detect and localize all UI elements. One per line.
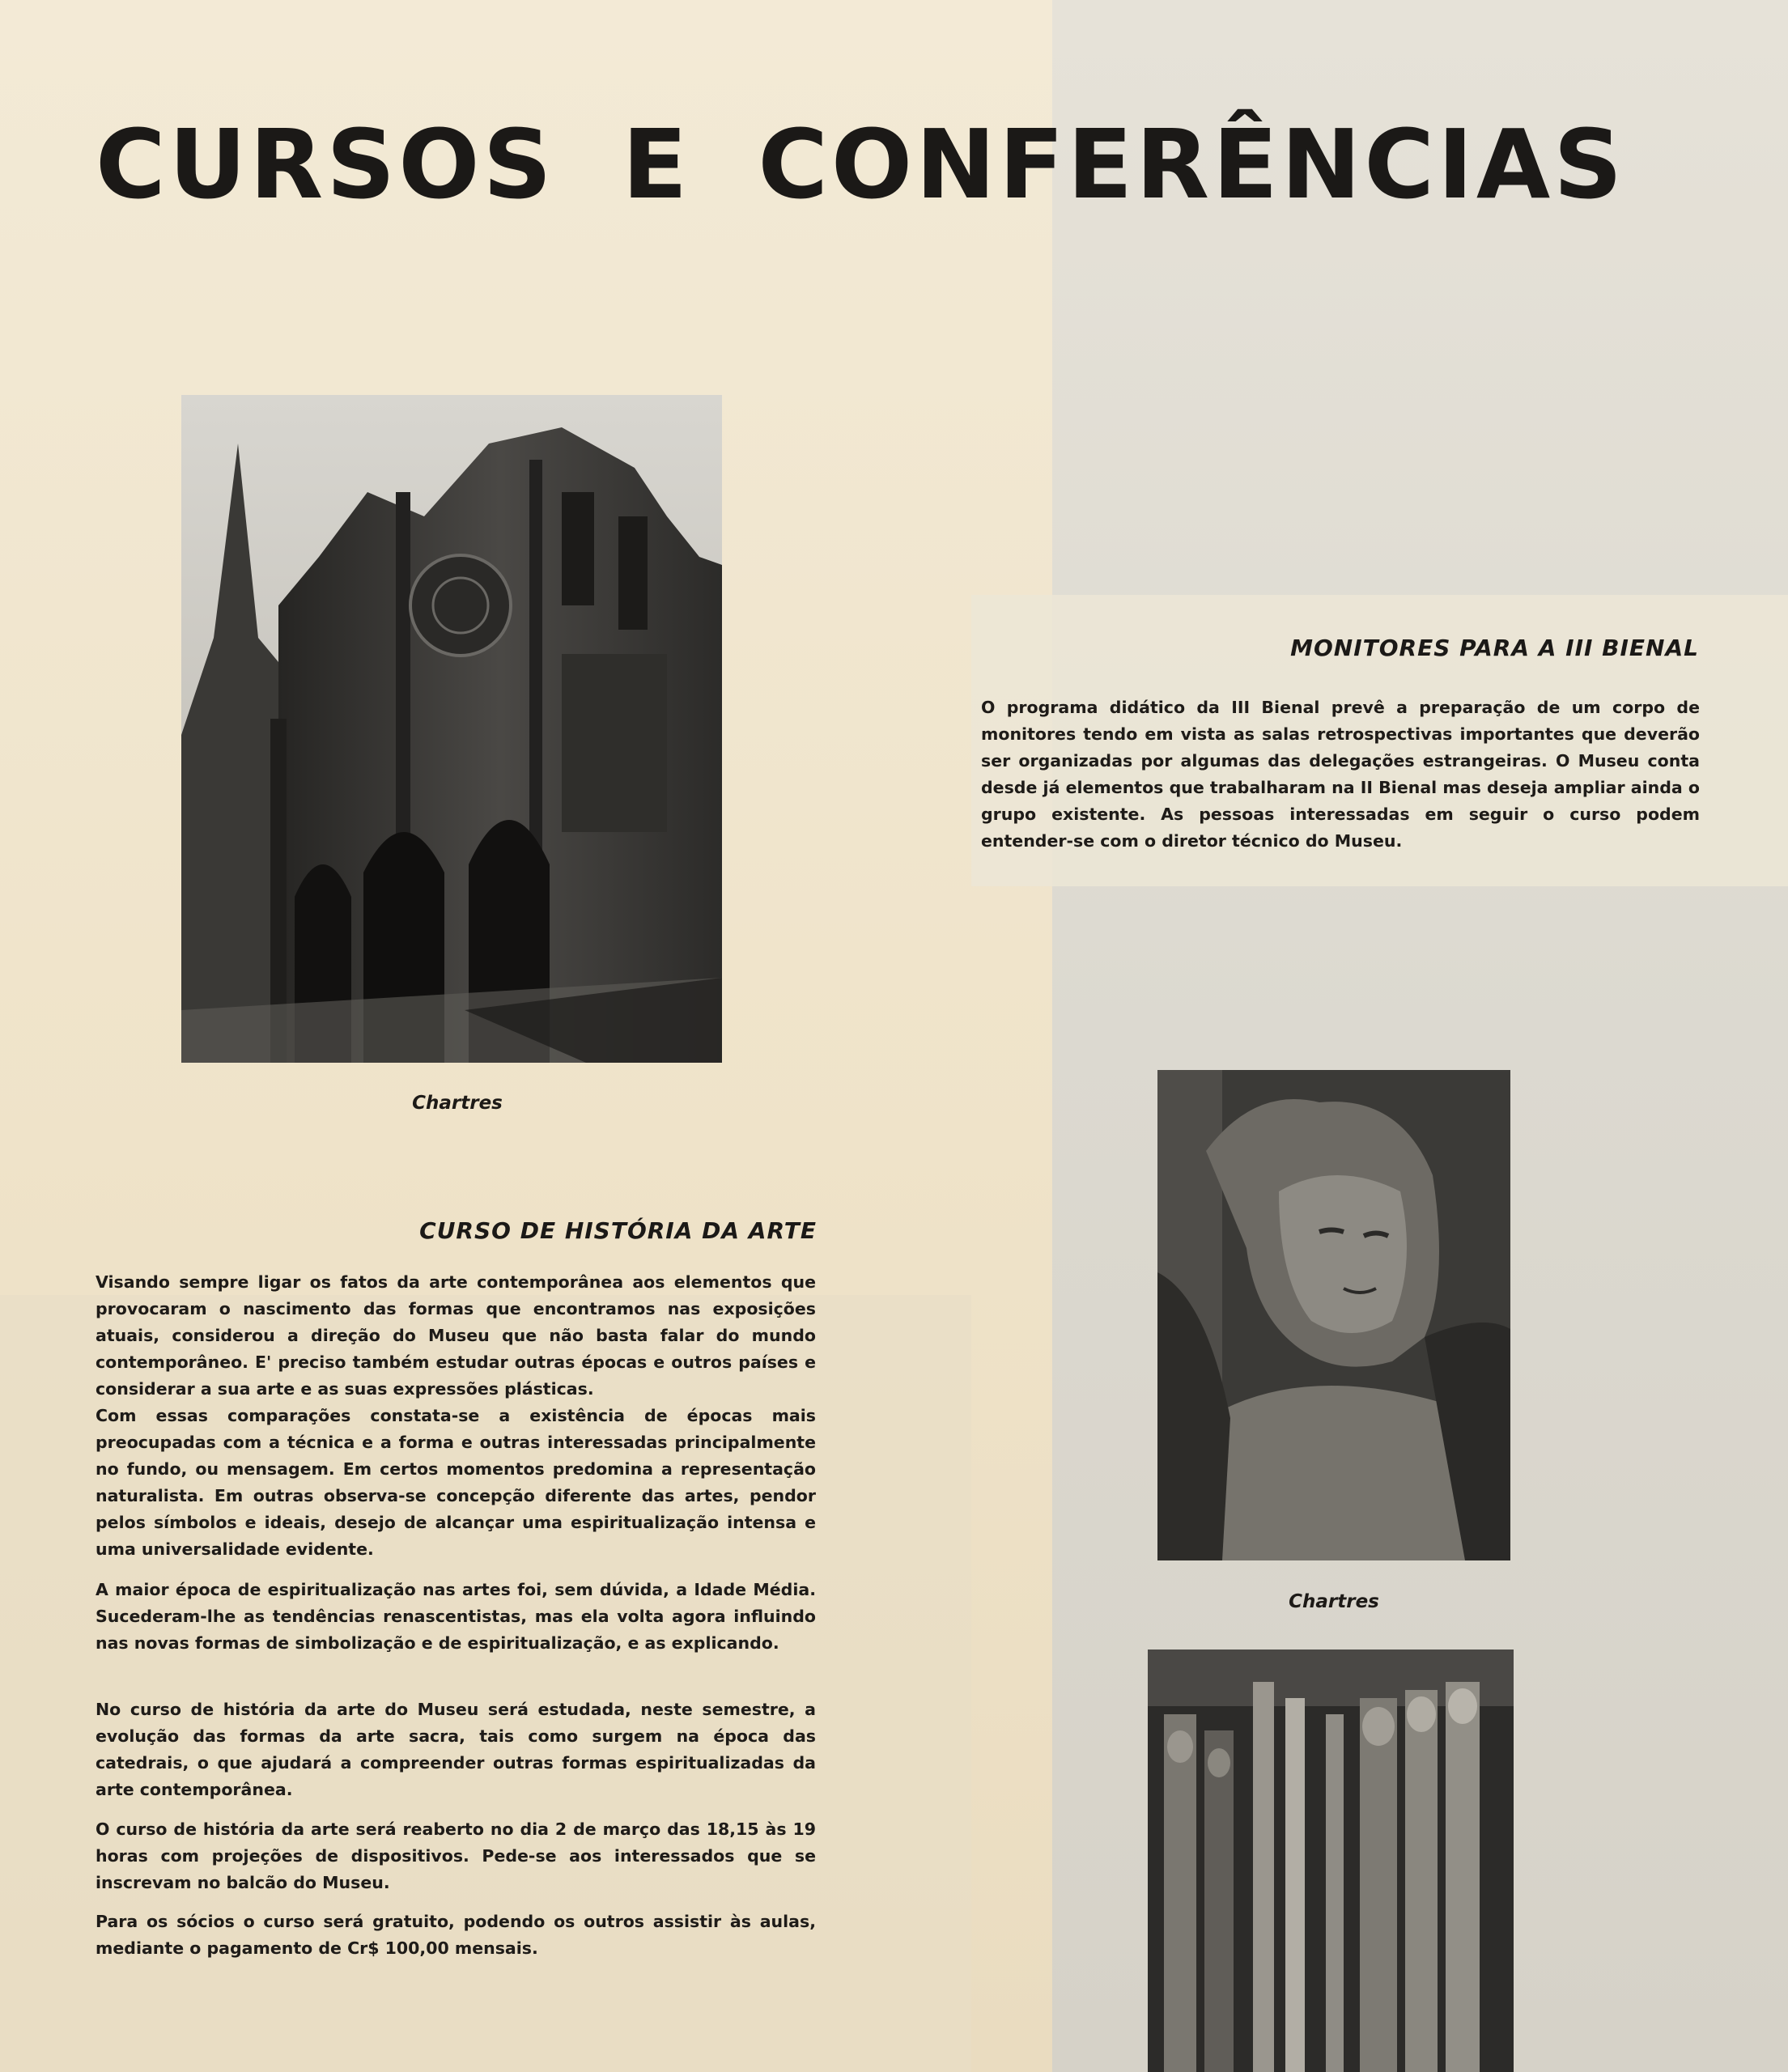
curso-paragraph-3: A maior época de espiritualização nas artes foi, sem dúvida, a Idade Média. Sucederam-lhe as tendências renascentistas, mas ela volta agora influindo nas novas formas de simbolização e de espiritualização, e as explicando. bbox=[96, 1580, 816, 1653]
portal-statues-photo bbox=[1148, 1650, 1514, 2072]
curso-paragraph-5: O curso de história da arte será reaberto no dia 2 de março das 18,15 às 19 horas com projeções de dispositivos. Pede-se aos interessados que se inscrevam no balcão do Museu. bbox=[96, 1819, 816, 1892]
curso-paragraph-4: No curso de história da arte do Museu será estudada, neste semestre, a evolução das formas da arte sacra, tais como surgem na época das catedrais, o que ajudará a compreender outras formas espiritualizadas da arte contemporânea. bbox=[96, 1700, 816, 1799]
curso-paragraph-2: Com essas comparações constata-se a existência de épocas mais preocupadas com a técnica e a forma e outras interessadas principalmente no fundo, ou mensagem. Em certos momentos predomina a representação naturalista. Em outras observa-se concepção diferente das artes, pendor pelos símbolos e ideais, desejo de alcançar uma espiritualização intensa e uma universalidade evidente. bbox=[96, 1406, 816, 1559]
cathedral-facade-photo bbox=[181, 395, 722, 1063]
curso-heading: CURSO DE HISTÓRIA DA ARTE bbox=[419, 1217, 817, 1244]
curso-paragraph-1: Visando sempre ligar os fatos da arte contemporânea aos elementos que provocaram o nascimento das formas que encontramos nas exposições atuais, considerou a direção do Museu que não basta falar do mundo contemporâneo. E' preciso também estudar outras épocas e outros países e considerar a sua arte e as suas expressões plásticas. bbox=[96, 1272, 816, 1399]
angel-sculpture-photo bbox=[1157, 1070, 1510, 1560]
cathedral-facade-caption: Chartres bbox=[412, 1093, 503, 1114]
angel-sculpture-caption: Chartres bbox=[1289, 1591, 1379, 1612]
curso-paragraph-6: Para os sócios o curso será gratuito, podendo os outros assistir às aulas, mediante o pagamento de Cr$ 100,00 mensais. bbox=[96, 1912, 816, 1958]
monitores-heading: MONITORES PARA A III BIENAL bbox=[1290, 635, 1699, 661]
monitores-paragraph: O programa didático da III Bienal prevê a preparação de um corpo de monitores tendo em vista as salas retrospectivas importantes que deverão ser organizadas por algumas das delegações estrangeiras. O Museu conta desde já elementos que trabalharam na II Bienal mas deseja ampliar ainda o grupo existente. As pessoas interessadas em seguir o curso podem entender-se com o diretor técnico do Museu. bbox=[981, 698, 1700, 851]
page-title: CURSOS E CONFERÊNCIAS bbox=[96, 108, 1626, 220]
